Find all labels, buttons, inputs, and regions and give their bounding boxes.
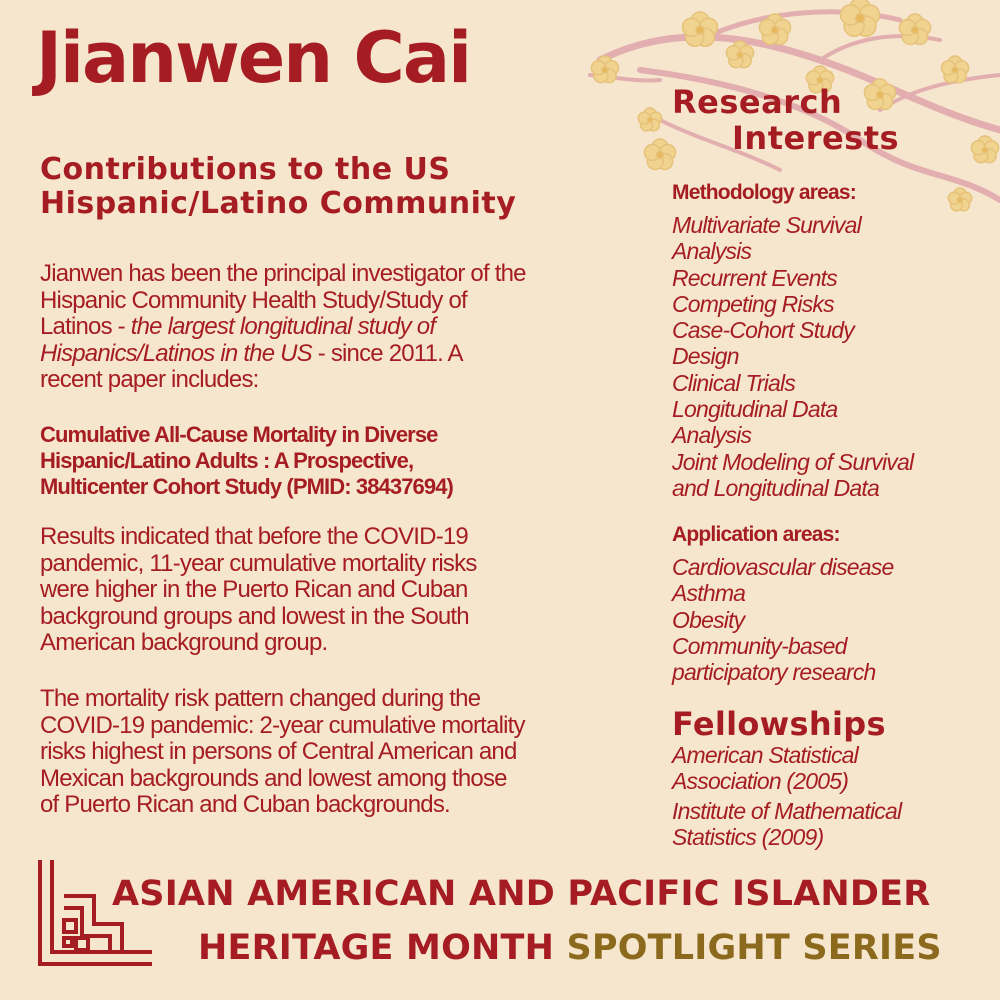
list-item-line: Multivariate Survival	[672, 212, 861, 238]
list-item	[672, 370, 992, 396]
footer-heritage-text: HERITAGE MONTH	[198, 928, 567, 968]
list-item-line: Longitudinal Data	[672, 396, 838, 423]
intro-paragraph	[40, 261, 660, 394]
list-item	[672, 265, 992, 291]
list-item-line: Cardiovascular disease	[672, 554, 894, 580]
intro-line: recent paper includes:	[40, 366, 259, 393]
results-line: pandemic, 11-year cumulative mortality risks	[40, 549, 477, 577]
list-item	[672, 742, 992, 795]
pattern-line: of Puerto Rican and Cuban backgrounds.	[40, 791, 450, 818]
person-name: Jianwen Cai	[36, 17, 471, 99]
list-item-line: Obesity	[672, 606, 745, 633]
intro-line	[40, 314, 660, 341]
contributions-heading-line: Contributions to the US	[40, 152, 451, 187]
research-interests-heading	[672, 84, 922, 156]
paper-title-line: Hispanic/Latino Adults : A Prospective,	[40, 448, 414, 473]
footer-spotlight-text: SPOTLIGHT SERIES	[566, 928, 942, 968]
list-item-line: Joint Modeling of Survival	[672, 448, 914, 475]
list-item-line: Design	[672, 343, 739, 370]
pattern-line: COVID-19 pandemic: 2-year cumulative mortality	[40, 711, 525, 739]
list-item-line: Analysis	[672, 238, 752, 265]
results-line: American background group.	[40, 629, 328, 656]
results-line: background groups and lowest in the South	[40, 602, 469, 630]
list-item	[672, 554, 992, 580]
fellowships-heading: Fellowships	[672, 705, 886, 743]
list-item	[672, 633, 992, 686]
paper-title-line: Multicenter Cohort Study (PMID: 38437694)	[40, 474, 453, 499]
methodology-heading: Methodology areas:	[672, 181, 856, 204]
pattern-line: The mortality risk pattern changed during the	[40, 685, 481, 712]
list-item-line: Community-based	[672, 632, 847, 659]
list-item-line: and Longitudinal Data	[672, 474, 879, 501]
list-item-line: Statistics (2009)	[672, 823, 824, 850]
fellowships-list	[672, 742, 992, 853]
list-item-line: participatory research	[672, 659, 876, 686]
intro-line	[40, 341, 660, 368]
list-item-line: Association (2005)	[672, 768, 849, 795]
list-item	[672, 449, 992, 502]
results-line: Results indicated that before the COVID-19	[40, 523, 468, 550]
footer-line-1: ASIAN AMERICAN AND PACIFIC ISLANDER	[112, 874, 931, 914]
list-item	[672, 396, 992, 449]
intro-text: Latinos -	[40, 313, 131, 340]
application-heading: Application areas:	[672, 523, 840, 546]
list-item-line: Institute of Mathematical	[672, 797, 902, 824]
paper-title	[40, 422, 660, 500]
list-item	[672, 580, 992, 606]
intro-line: Hispanic Community Health Study/Study of	[40, 286, 467, 314]
list-item-line: Case-Cohort Study	[672, 317, 854, 344]
list-item	[672, 291, 992, 317]
list-item	[672, 212, 992, 265]
list-item	[672, 317, 992, 370]
intro-emphasis: the largest longitudinal study of	[130, 313, 436, 340]
results-paragraph	[40, 524, 660, 657]
research-heading-line: Research	[672, 83, 843, 121]
list-item-line: Recurrent Events	[672, 264, 837, 291]
results-line: were higher in the Puerto Rican and Cuban	[40, 576, 468, 603]
list-item-line: Analysis	[672, 422, 752, 449]
intro-text: - since 2011. A	[311, 339, 463, 367]
research-heading-line: Interests	[732, 119, 900, 157]
list-item	[672, 798, 992, 851]
list-item-line: American Statistical	[672, 742, 858, 768]
list-item-line: Competing Risks	[672, 290, 834, 317]
pattern-line: Mexican backgrounds and lowest among those	[40, 764, 507, 792]
list-item	[672, 607, 992, 633]
list-item-line: Asthma	[672, 580, 746, 607]
contributions-heading	[40, 153, 650, 221]
application-list	[672, 554, 992, 685]
list-item-line: Clinical Trials	[672, 369, 796, 396]
pattern-paragraph	[40, 686, 660, 819]
footer-line-2	[198, 928, 1000, 968]
intro-line: Jianwen has been the principal investigator of the	[40, 260, 526, 287]
intro-emphasis: Hispanics/Latinos in the US	[40, 339, 312, 367]
paper-title-line: Cumulative All-Cause Mortality in Diverse	[40, 422, 438, 447]
pattern-line: risks highest in persons of Central American and	[40, 738, 517, 765]
contributions-heading-line: Hispanic/Latino Community	[40, 186, 517, 221]
methodology-list	[672, 212, 992, 501]
